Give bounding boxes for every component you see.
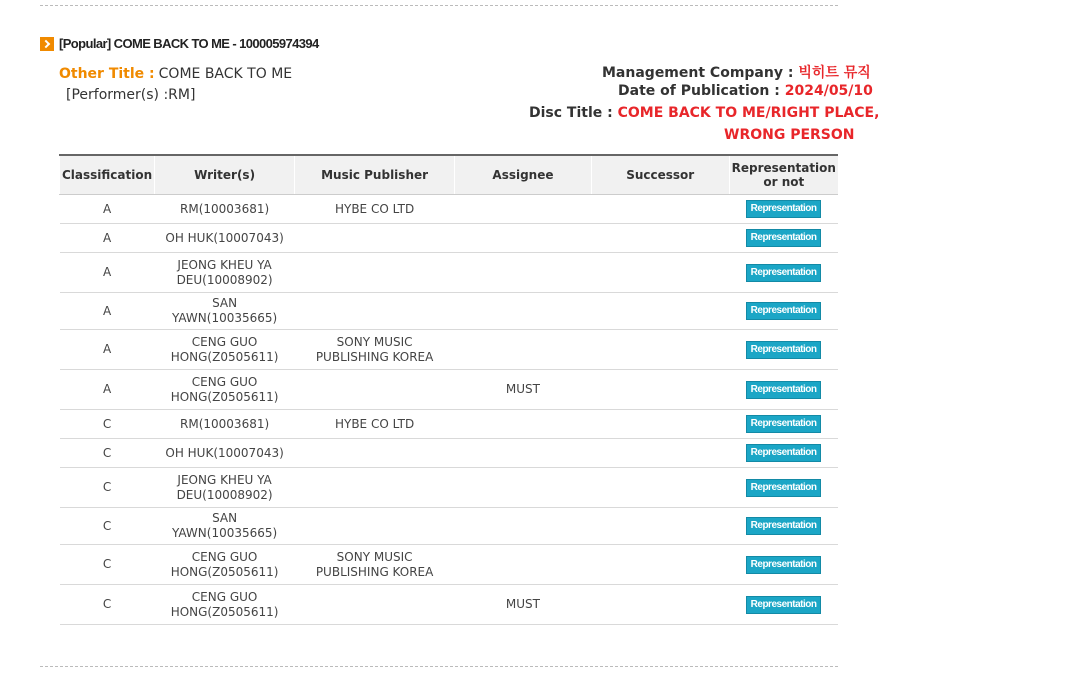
header-successor: Successor xyxy=(591,155,729,195)
cell-representation xyxy=(729,253,838,293)
cell-assignee xyxy=(455,545,592,585)
representation-button[interactable]: Representation xyxy=(746,341,822,359)
other-title-label: Other Title : xyxy=(59,66,155,82)
cell-representation xyxy=(729,293,838,330)
table-row xyxy=(60,330,839,370)
cell-representation xyxy=(729,545,838,585)
representation-button[interactable]: Representation xyxy=(746,479,822,497)
publication-value: 2024/05/10 xyxy=(784,83,873,99)
cell-writer: OH HUK(10007043) xyxy=(155,224,295,253)
cell-successor xyxy=(591,508,729,545)
cell-successor xyxy=(591,410,729,439)
header-classification: Classification xyxy=(60,155,155,195)
management-label: Management Company : xyxy=(602,65,794,81)
cell-successor xyxy=(591,293,729,330)
cell-assignee xyxy=(455,253,592,293)
cell-successor xyxy=(591,439,729,468)
header-representation: Representation or not xyxy=(729,155,838,195)
disc-value-line1: COME BACK TO ME/RIGHT PLACE, xyxy=(617,105,880,121)
cell-assignee xyxy=(455,195,592,224)
cell-writer: SAN YAWN(10035665) xyxy=(155,293,295,330)
cell-classification: C xyxy=(60,545,155,585)
cell-publisher xyxy=(295,508,455,545)
cell-successor xyxy=(591,585,729,625)
cell-publisher: HYBE CO LTD xyxy=(295,195,455,224)
representation-button[interactable]: Representation xyxy=(746,229,822,247)
cell-publisher xyxy=(295,370,455,410)
cell-assignee xyxy=(455,293,592,330)
cell-publisher: SONY MUSIC PUBLISHING KOREA xyxy=(295,545,455,585)
cell-classification: A xyxy=(60,224,155,253)
representation-button[interactable]: Representation xyxy=(746,444,822,462)
table-header-row xyxy=(60,155,839,195)
cell-assignee xyxy=(455,330,592,370)
management-company xyxy=(602,62,871,82)
representation-button[interactable]: Representation xyxy=(746,596,822,614)
table-row xyxy=(60,585,839,625)
performer: [Performer(s) :RM] xyxy=(66,87,196,103)
cell-writer: CENG GUO HONG(Z0505611) xyxy=(155,370,295,410)
disc-title xyxy=(529,105,879,121)
representation-button[interactable]: Representation xyxy=(746,200,822,218)
cell-publisher xyxy=(295,585,455,625)
representation-button[interactable]: Representation xyxy=(746,517,822,535)
cell-writer: RM(10003681) xyxy=(155,410,295,439)
representation-button[interactable]: Representation xyxy=(746,264,822,282)
table-row xyxy=(60,508,839,545)
cell-successor xyxy=(591,253,729,293)
publication-label: Date of Publication : xyxy=(618,83,780,99)
cell-classification: A xyxy=(60,330,155,370)
cell-writer: JEONG KHEU YA DEU(10008902) xyxy=(155,468,295,508)
cell-writer: CENG GUO HONG(Z0505611) xyxy=(155,330,295,370)
table-row xyxy=(60,195,839,224)
cell-writer: CENG GUO HONG(Z0505611) xyxy=(155,545,295,585)
cell-classification: C xyxy=(60,468,155,508)
cell-representation xyxy=(729,370,838,410)
cell-publisher xyxy=(295,468,455,508)
cell-representation xyxy=(729,410,838,439)
header-writer: Writer(s) xyxy=(155,155,295,195)
representation-button[interactable]: Representation xyxy=(746,381,822,399)
table-row xyxy=(60,224,839,253)
cell-writer: JEONG KHEU YA DEU(10008902) xyxy=(155,253,295,293)
cell-successor xyxy=(591,330,729,370)
top-divider xyxy=(40,5,838,6)
cell-assignee xyxy=(455,439,592,468)
cell-representation xyxy=(729,439,838,468)
cell-classification: A xyxy=(60,293,155,330)
cell-publisher xyxy=(295,224,455,253)
cell-representation xyxy=(729,195,838,224)
representation-button[interactable]: Representation xyxy=(746,415,822,433)
cell-representation xyxy=(729,468,838,508)
table-row xyxy=(60,293,839,330)
cell-classification: C xyxy=(60,410,155,439)
cell-representation xyxy=(729,330,838,370)
song-header[interactable] xyxy=(40,36,319,51)
cell-successor xyxy=(591,545,729,585)
cell-assignee xyxy=(455,224,592,253)
cell-publisher xyxy=(295,439,455,468)
cell-classification: C xyxy=(60,585,155,625)
cell-representation xyxy=(729,224,838,253)
cell-assignee: MUST xyxy=(455,370,592,410)
cell-assignee xyxy=(455,468,592,508)
cell-representation xyxy=(729,585,838,625)
bottom-divider xyxy=(40,666,838,667)
cell-successor xyxy=(591,195,729,224)
cell-writer: RM(10003681) xyxy=(155,195,295,224)
header-publisher: Music Publisher xyxy=(295,155,455,195)
song-header-text[interactable]: [Popular] COME BACK TO ME - 100005974394 xyxy=(59,36,319,51)
cell-assignee: MUST xyxy=(455,585,592,625)
cell-classification: A xyxy=(60,195,155,224)
cell-writer: OH HUK(10007043) xyxy=(155,439,295,468)
cell-writer: CENG GUO HONG(Z0505611) xyxy=(155,585,295,625)
cell-classification: A xyxy=(60,253,155,293)
cell-successor xyxy=(591,468,729,508)
representation-button[interactable]: Representation xyxy=(746,302,822,320)
cell-publisher xyxy=(295,293,455,330)
other-title xyxy=(59,66,292,82)
cell-publisher: HYBE CO LTD xyxy=(295,410,455,439)
cell-classification: C xyxy=(60,439,155,468)
cell-representation xyxy=(729,508,838,545)
disc-label: Disc Title : xyxy=(529,105,613,121)
disc-value-line2: WRONG PERSON xyxy=(724,127,855,143)
cell-assignee xyxy=(455,410,592,439)
cell-classification: A xyxy=(60,370,155,410)
header-assignee: Assignee xyxy=(455,155,592,195)
cell-assignee xyxy=(455,508,592,545)
table-row xyxy=(60,439,839,468)
cell-successor xyxy=(591,224,729,253)
table-row xyxy=(60,370,839,410)
cell-publisher xyxy=(295,253,455,293)
chevron-right-icon xyxy=(40,37,54,51)
publication-date xyxy=(618,83,873,99)
cell-successor xyxy=(591,370,729,410)
table-row xyxy=(60,468,839,508)
cell-publisher: SONY MUSIC PUBLISHING KOREA xyxy=(295,330,455,370)
cell-writer: SAN YAWN(10035665) xyxy=(155,508,295,545)
table-row xyxy=(60,545,839,585)
other-title-value: COME BACK TO ME xyxy=(158,66,293,82)
representation-button[interactable]: Representation xyxy=(746,556,822,574)
cell-classification: C xyxy=(60,508,155,545)
management-value: 빅히트 뮤직 xyxy=(798,65,871,81)
table-row xyxy=(60,410,839,439)
table-row xyxy=(60,253,839,293)
rights-table xyxy=(59,154,838,625)
